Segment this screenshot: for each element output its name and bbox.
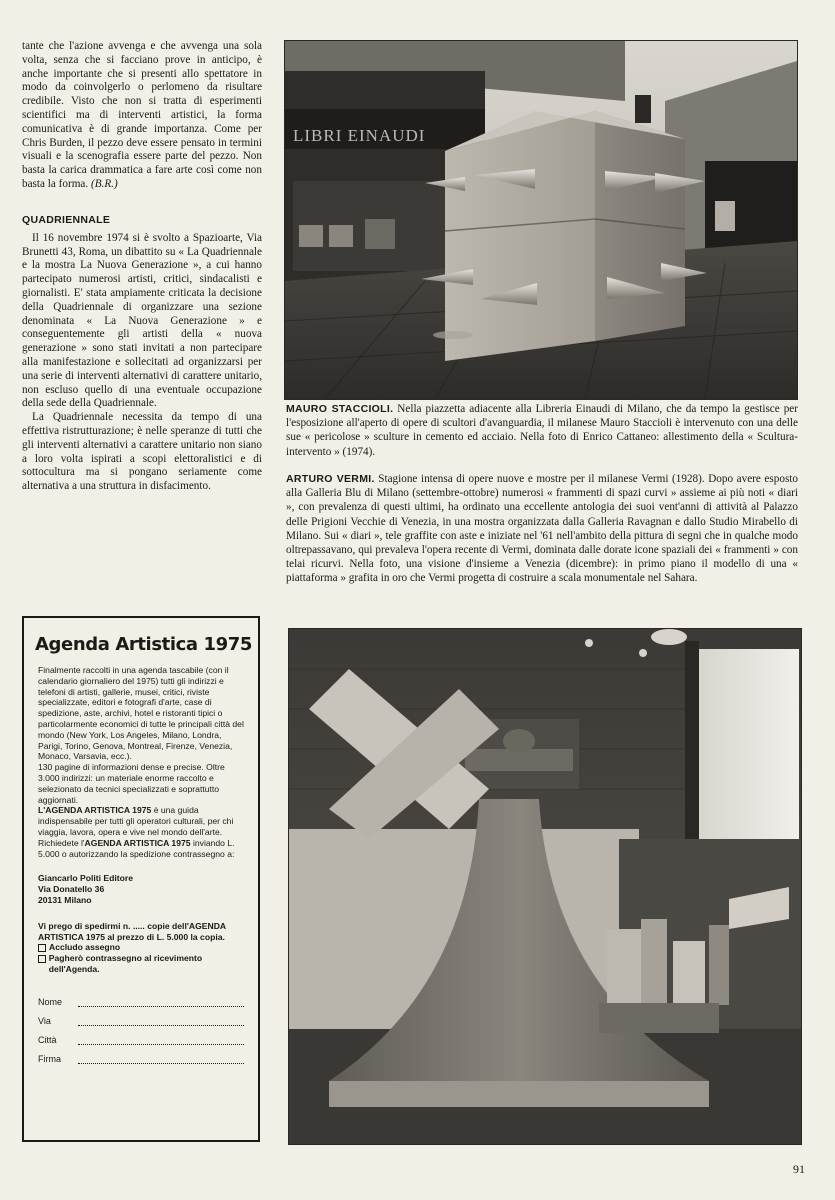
agenda-request-lead: Richiedete l' <box>38 837 85 848</box>
name-field[interactable] <box>38 988 244 1007</box>
order-text: Vi prego di spedirmi n. ..... copie dell'AGENDA ARTISTICA 1975 al prezzo di L. 5.000 la copia. <box>38 921 226 942</box>
left-text-column <box>22 40 262 494</box>
staccioli-sculpture-photo <box>284 40 798 400</box>
option-cod-label: Pagherò contrassegno al ricevimento dell'Agenda. <box>48 952 203 974</box>
street-field[interactable] <box>38 1007 244 1026</box>
city-field-label: Città <box>38 1035 57 1046</box>
signature-field-label: Firma <box>38 1054 61 1065</box>
city-field-line[interactable] <box>78 1035 244 1045</box>
option-cod[interactable] <box>38 953 248 974</box>
vermi-exhibition-photo <box>288 628 802 1145</box>
vermi-photo-illustration <box>289 629 801 1144</box>
city-field[interactable] <box>38 1026 244 1045</box>
agenda-title: Agenda Artistica 1975 <box>35 634 252 655</box>
address-line-2: Via Donatello 36 <box>38 883 105 894</box>
order-form <box>38 921 248 974</box>
page-number: 91 <box>793 1162 805 1176</box>
agenda-indispensable-lead: L'AGENDA ARTISTICA 1975 <box>38 805 152 816</box>
agenda-request <box>38 838 248 860</box>
staccioli-caption <box>286 402 798 459</box>
vermi-caption-text: Stagione intensa di opere nuove e mostre per il milanese Vermi (1928). Dopo avere esposto alla Galleria Blu di Milano (settembre-ottobre) numerosi « frammenti di spazi curvi » assieme ai più noti « diari », con prevalenza di questi ultimi, ha ordinato una eccellente antologia dei suoi vent'anni di attività al Palazzo delle Prigioni Vecchie di Venezia, in una mostra organizzata dalla Galleria Ravagnan e dallo Studio Mirabello di Milano. Sui « diari », tele graffite con aste e iniziate nel '61 nell'ambito della pittura di segni che in qualche modo oltrepassavano, qui prevaleva l'opera recente di Vermi, dominata dalle dorate icone spaziali dei « frammenti » con telai ricurvi. Nella foto, una visione d'insieme a Venezia (dicembre): in primo piano il modello di una « piattaforma » grafita in oro che Vermi progetta di costruire a scala monumentale nel Sahara. <box>286 473 798 585</box>
intro-paragraph: tante che l'azione avvenga e che avvenga una sola volta, senza che si facciano prove in anticipo, è anche importante che si presenti allo spettatore in modo da coinvolgerlo o perlomeno da risultare credibile. Visto che non si tratta di esperimenti scientifici ma di interventi artistici, la forma comunicativa è di grande importanza. Come per Chris Burden, il pezzo deve essere pensato in termini visuali e la scenografia essere parte del pezzo. Non basta la carica drammatica a fare arte così come non basta la forma. <box>22 40 262 190</box>
agenda-description: Finalmente raccolti in una agenda tascabile (con il calendario giornaliero del 1975) tutti gli indirizzi e telefoni di artisti, gallerie, musei, critici, riviste specializzate, editori e fotografi d'arte, case di spedizione, aste, archivi, hotel e ristoranti tipici o particolarmente economici di tutte le principali città del mondo (New York, Los Angeles, Milano, Londra, Parigi, Torino, Genova, Montreal, Firenze, Venezia, Monaco, Varsavia, ecc.). <box>38 665 244 762</box>
option-cheque-label: Accludo assegno <box>49 942 121 953</box>
option-cheque[interactable] <box>38 942 248 953</box>
quadriennale-paragraph-2: La Quadriennale necessita da tempo di una effettiva ristrutturazione; è nelle speranze di tutti che gli interventi alternativi a carattere unitario non siano a loro volta ispirati a scopi elettoralistici e di sottocultura ma si pongano seriamente come alternativa a una struttura in disfacimento. <box>22 411 262 493</box>
staccioli-caption-name: MAURO STACCIOLI. <box>286 403 394 415</box>
quadriennale-paragraph-1: Il 16 novembre 1974 si è svolto a Spazioarte, Via Brunetti 43, Roma, un dibattito su « La Quadriennale e la mostra La Nuova Generazione », a cui hanno partecipato numerosi artisti, critici, sindacalisti e giornalisti. E' stata ampiamente criticata la decisione della Quadriennale di organizzare una sezione denominata « La Nuova Generazione » e conseguentemente gli artisti della « nuova generazione » sono stati invitati a non partecipare alla manifestazione e sollecitati ad organizzarsi per una serie di interventi alternativi di carattere unitario, non escluso quello di una eventuale occupazione della sede della Quadriennale. <box>22 231 262 410</box>
signature-field[interactable] <box>38 1045 244 1064</box>
name-field-line[interactable] <box>78 997 244 1007</box>
staccioli-caption-text: Nella piazzetta adiacente alla Libreria Einaudi di Milano, che da tempo la gestisce per l'esposizione all'aperto di opere di scultori d'avanguardia, il milanese Mauro Staccioli è intervenuto con una delle sue « pericolose » sculture in cemento ed acciaio. Nella foto di Enrico Cattaneo: allestimento della « Scultura-intervento » (1974). <box>286 403 799 458</box>
intro-signature: (B.R.) <box>90 177 118 190</box>
section-heading-quadriennale: QUADRIENNALE <box>22 213 111 226</box>
agenda-request-bold: AGENDA ARTISTICA 1975 <box>84 837 191 848</box>
address-line-1: Giancarlo Politi Editore <box>38 873 134 884</box>
intro-article-text <box>22 40 262 192</box>
street-field-label: Via <box>38 1016 51 1027</box>
agenda-pages-info: 130 pagine di informazioni dense e precise. Oltre 3.000 indirizzi: un materiale enorme raccolto e selezionato da tecnici specializzati e soprattutto aggiornati. <box>38 762 225 805</box>
agenda-request-rest: inviando L. 5.000 o autorizzando la spedizione contrassegno a: <box>38 837 235 859</box>
agenda-description-block <box>38 665 248 859</box>
agenda-indispensable-rest: è una guida indispensabile per tutti gli operatori culturali, per chi viaggia, lavora, opera e vive nel mondo dell'arte. <box>38 805 234 837</box>
quadriennale-article <box>22 232 262 494</box>
agenda-indispensable <box>38 805 248 837</box>
order-fields <box>38 988 244 1064</box>
name-field-label: Nome <box>38 997 63 1008</box>
street-field-line[interactable] <box>78 1016 244 1026</box>
checkbox-cod[interactable] <box>38 955 46 963</box>
signature-field-line[interactable] <box>78 1054 244 1064</box>
vermi-caption <box>286 472 798 586</box>
staccioli-photo-illustration <box>285 41 797 399</box>
vermi-caption-name: ARTURO VERMI. <box>286 473 375 485</box>
agenda-advertisement-box <box>22 616 260 1142</box>
libri-einaudi-sign: LIBRI EINAUDI <box>293 126 426 145</box>
publisher-address <box>38 873 248 905</box>
checkbox-cheque[interactable] <box>38 944 46 952</box>
address-line-3: 20131 Milano <box>38 894 92 905</box>
